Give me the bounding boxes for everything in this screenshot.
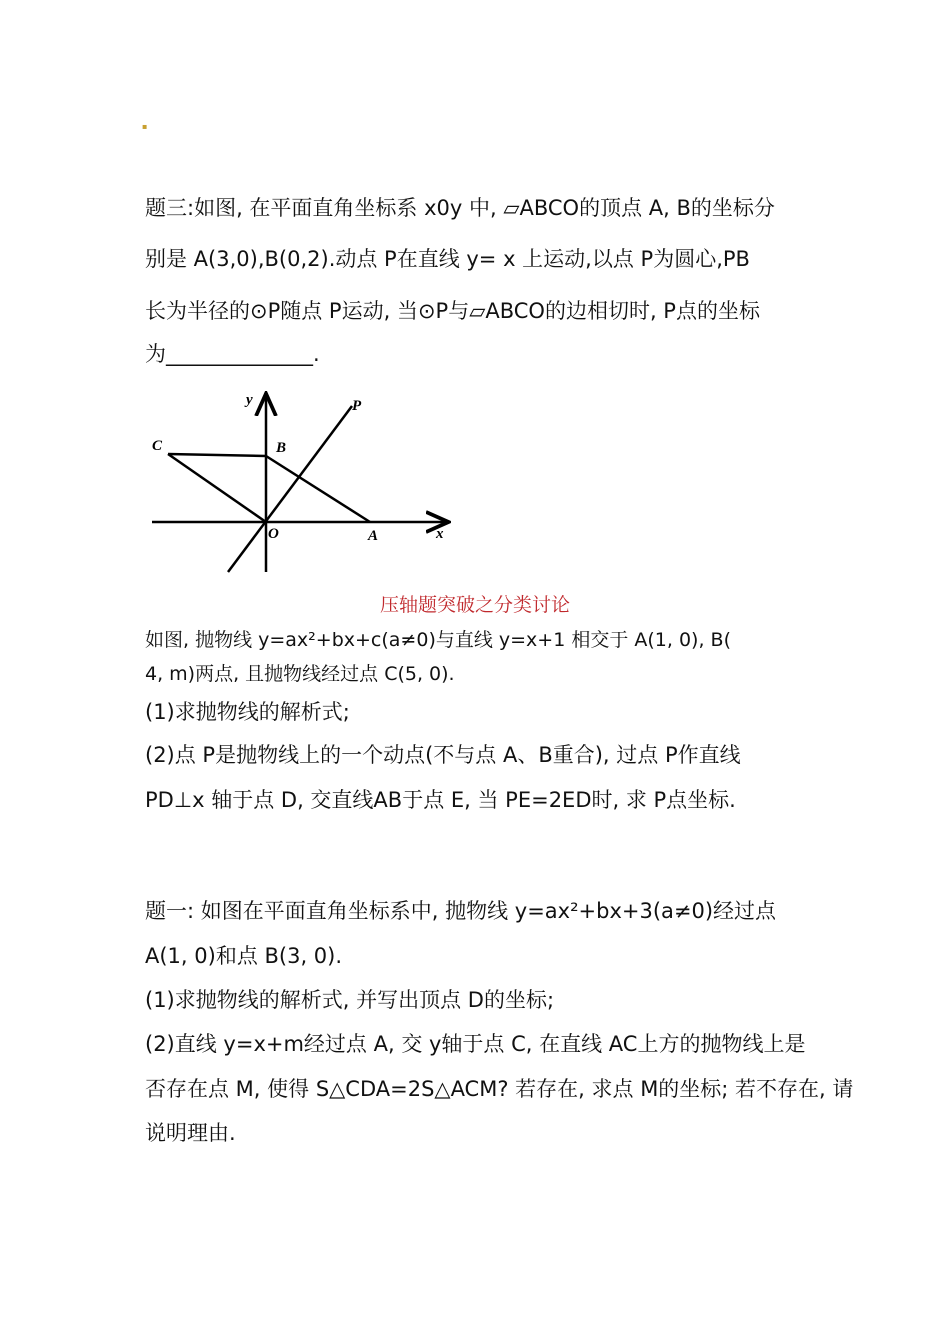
problem1-line1: 题一: 如图在平面直角坐标系中, 抛物线 y=ax²+bx+3(a≠0)经过点 <box>145 899 777 923</box>
segment-cb <box>168 454 266 456</box>
label-o: O <box>268 526 279 542</box>
problem3-line3: 长为半径的⊙P随点 P运动, 当⊙P与▱ABCO的边相切时, P点的坐标 <box>145 299 760 323</box>
problem3-line4: 为______________. <box>145 342 320 366</box>
problem1-line6: 说明理由. <box>145 1121 236 1145</box>
problem1-line5: 否存在点 M, 使得 S△CDA=2S△ACM? 若存在, 求点 M的坐标; 若不存在, 请 <box>145 1077 854 1101</box>
problem-a-line3: (1)求抛物线的解析式; <box>145 700 350 724</box>
label-y: y <box>246 392 253 408</box>
problem1-line2: A(1, 0)和点 B(3, 0). <box>145 944 343 968</box>
problem-a-line2: 4, m)两点, 且抛物线经过点 C(5, 0). <box>145 663 455 685</box>
label-b: B <box>276 440 287 456</box>
problem-a-line1: 如图, 抛物线 y=ax²+bx+c(a≠0)与直线 y=x+1 相交于 A(1, 0), B( <box>145 629 731 651</box>
coordinate-figure <box>148 390 458 580</box>
problem1-line4: (2)直线 y=x+m经过点 A, 交 y轴于点 C, 在直线 AC上方的抛物线上是 <box>145 1032 806 1056</box>
label-p: P <box>352 398 362 414</box>
segment-ba <box>266 456 370 522</box>
section-heading: 压轴题突破之分类讨论 <box>379 594 570 616</box>
line-op <box>228 406 352 572</box>
problem-a-line5: PD⊥x 轴于点 D, 交直线AB于点 E, 当 PE=2ED时, 求 P点坐标. <box>145 788 736 812</box>
problem1-line3: (1)求抛物线的解析式, 并写出顶点 D的坐标; <box>145 988 555 1012</box>
label-c: C <box>152 438 163 454</box>
problem-a-line4: (2)点 P是抛物线上的一个动点(不与点 A、B重合), 过点 P作直线 <box>145 743 741 767</box>
problem3-line1: 题三:如图, 在平面直角坐标系 x0y 中, ▱ABCO的顶点 A, B的坐标分 <box>145 196 775 220</box>
label-a: A <box>368 528 379 544</box>
label-x: x <box>436 526 444 542</box>
marker-dot: ▪ <box>142 122 148 131</box>
problem3-line2: 别是 A(3,0),B(0,2).动点 P在直线 y= x 上运动,以点 P为圆心,PB <box>145 247 750 271</box>
segment-co <box>168 454 266 522</box>
